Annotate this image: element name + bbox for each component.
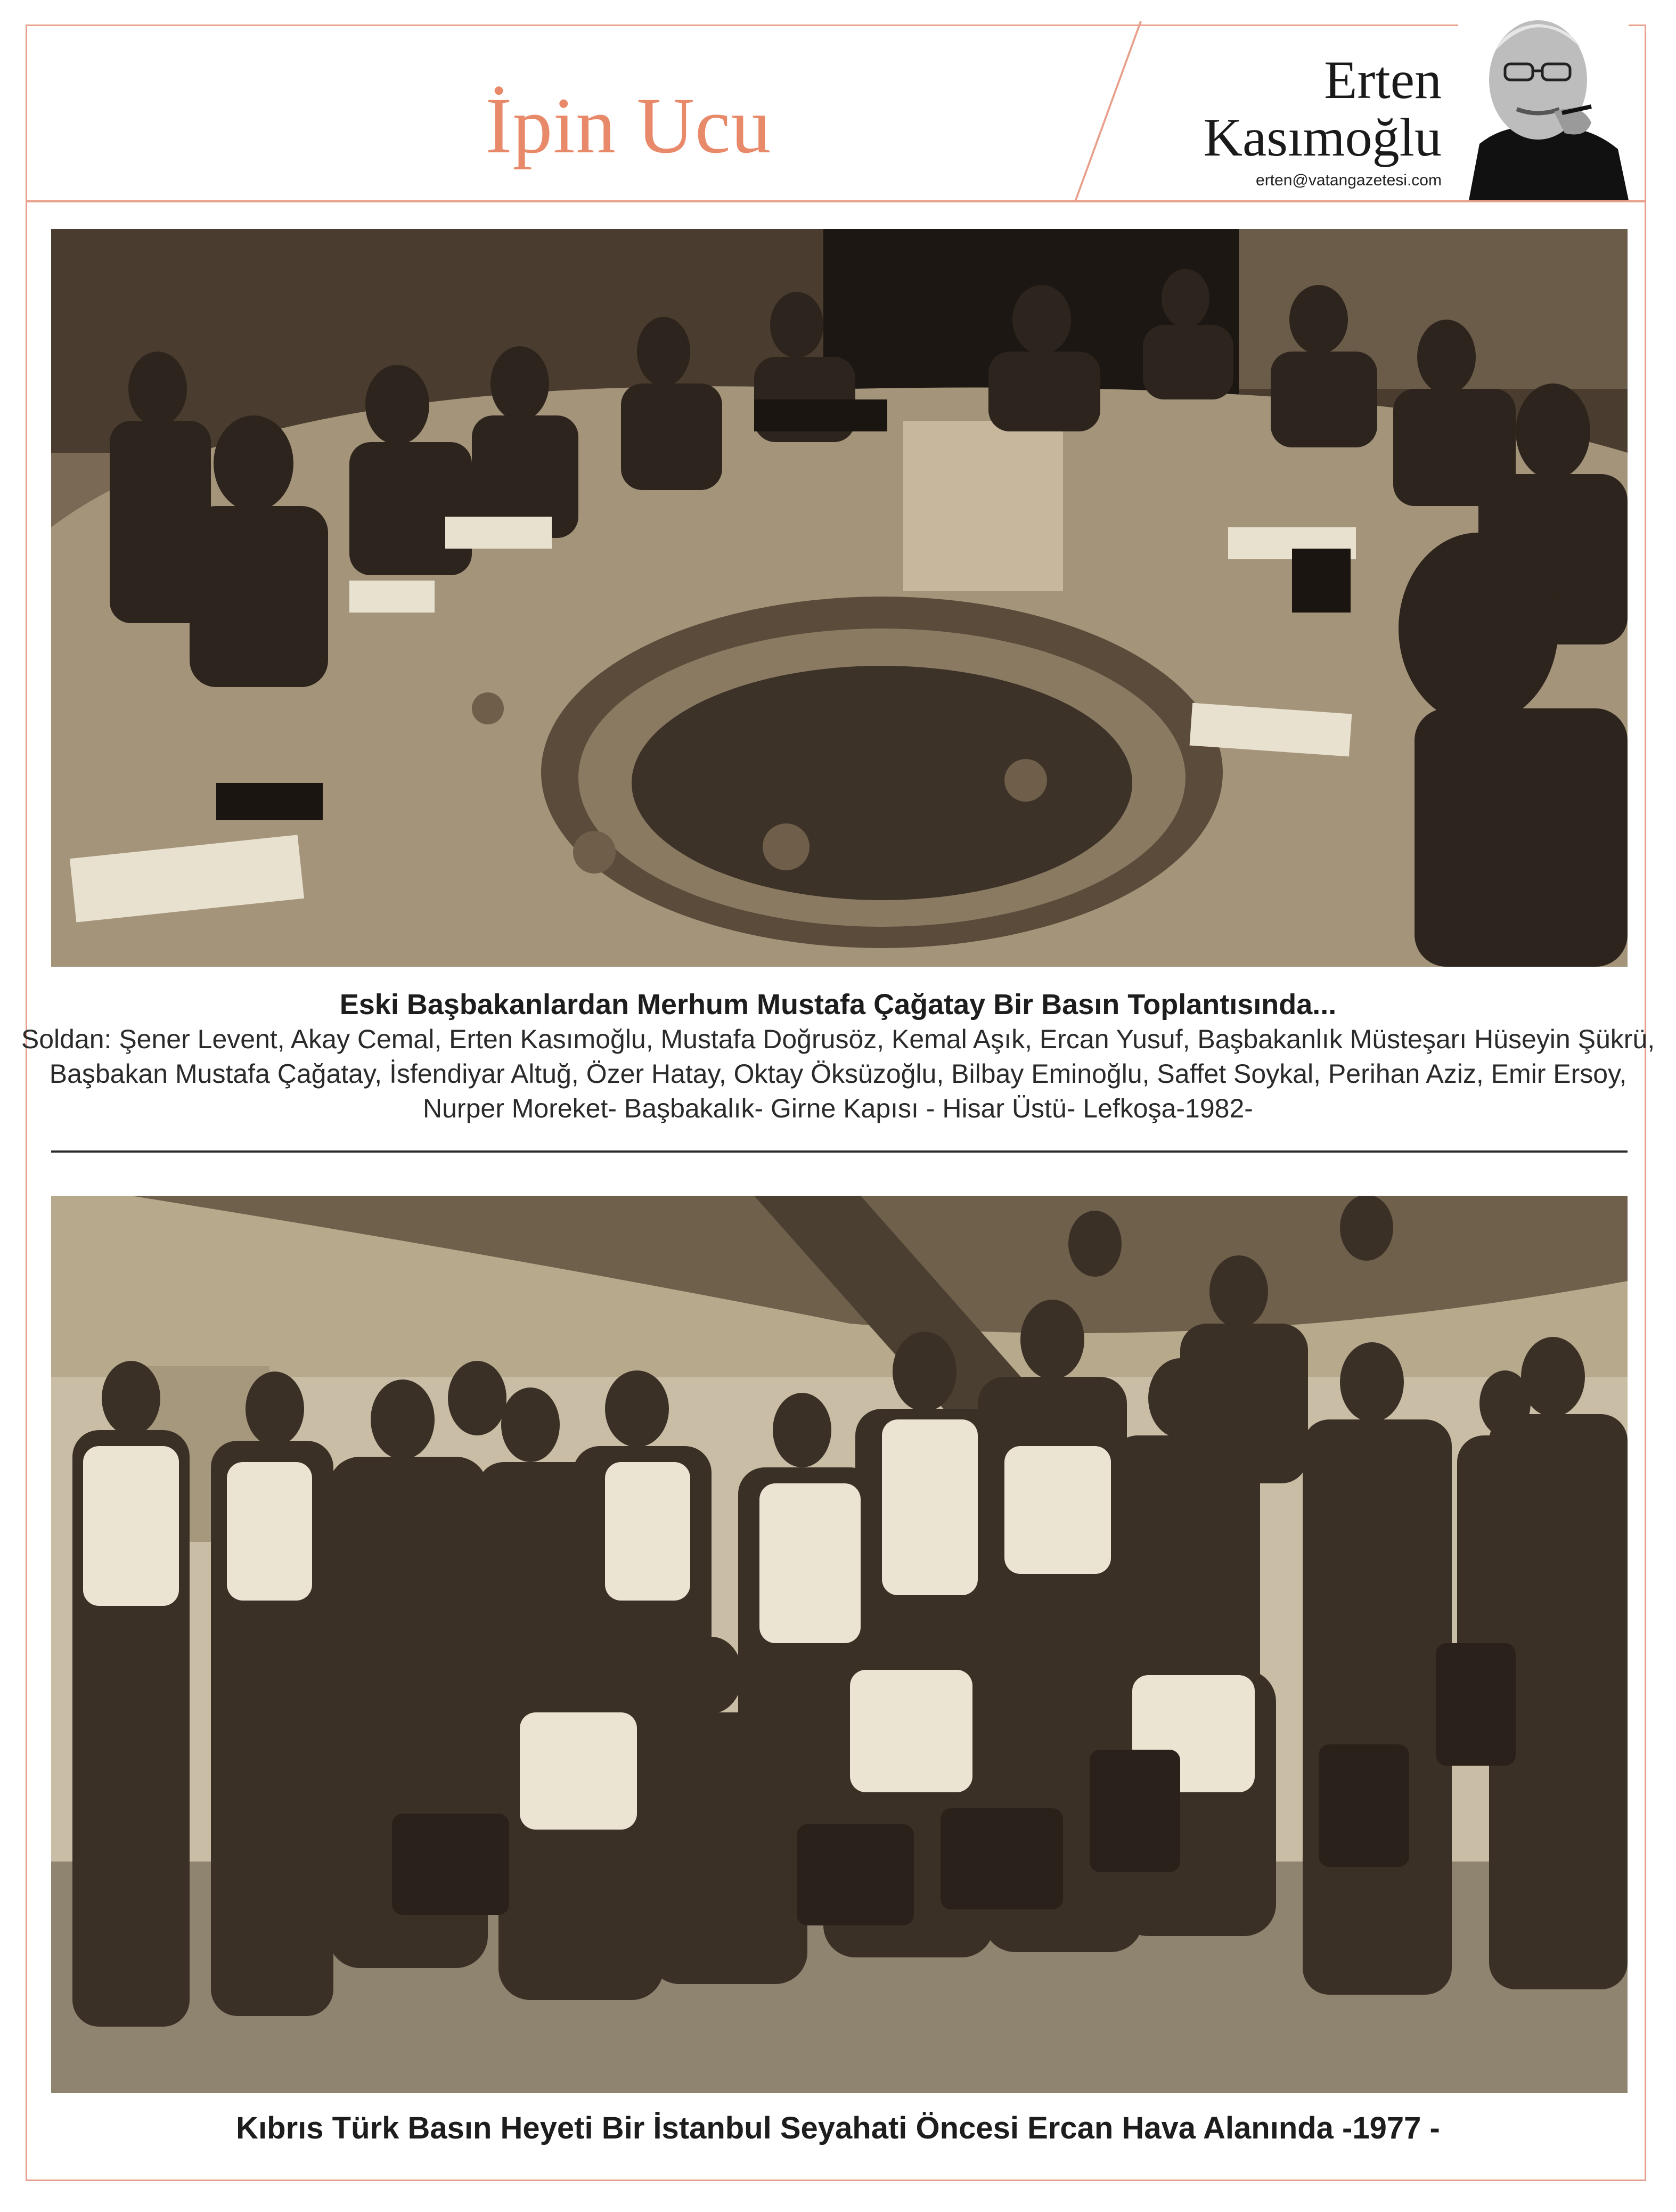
author-last-name: Kasımoğlu [1203,108,1442,168]
header-rule [26,200,1646,202]
bottom-photo-caption-title: Kıbrıs Türk Basın Heyeti Bir İstanbul Seyahati Öncesi Ercan Hava Alanında -1977 - [236,2111,1440,2145]
author-portrait [1458,0,1629,200]
top-photo-caption-title: Eski Başbakanlardan Merhum Mustafa Çağatay Bir Basın Toplantısında... [339,989,1337,1021]
press-delegation-photo [51,1196,1628,2093]
top-photo-caption-line: Soldan: Şener Levent, Akay Cemal, Erten Kasımoğlu, Mustafa Doğrusöz, Kemal Aşık, Ercan Yusuf, Başbakanlık Müsteşarı Hüseyin Şükrü, [21,1024,1655,1054]
top-photo-caption-line: Başbakan Mustafa Çağatay, İsfendiyar Altuğ, Özer Hatay, Oktay Öksüzoğlu, Bilbay Eminoğlu, Saffet Soykal, Perihan Aziz, Emir Ersoy, [49,1059,1627,1089]
top-photo-caption-line: Nurper Moreket- Başbakalık- Girne Kapısı - Hisar Üstü- Lefkoşa-1982- [423,1093,1253,1123]
author-email: erten@vatangazetesi.com [1256,172,1442,189]
section-divider [51,1150,1628,1153]
column-title: İpin Ucu [485,81,772,170]
author-first-name: Erten [1324,50,1442,110]
press-conference-photo [51,229,1628,967]
